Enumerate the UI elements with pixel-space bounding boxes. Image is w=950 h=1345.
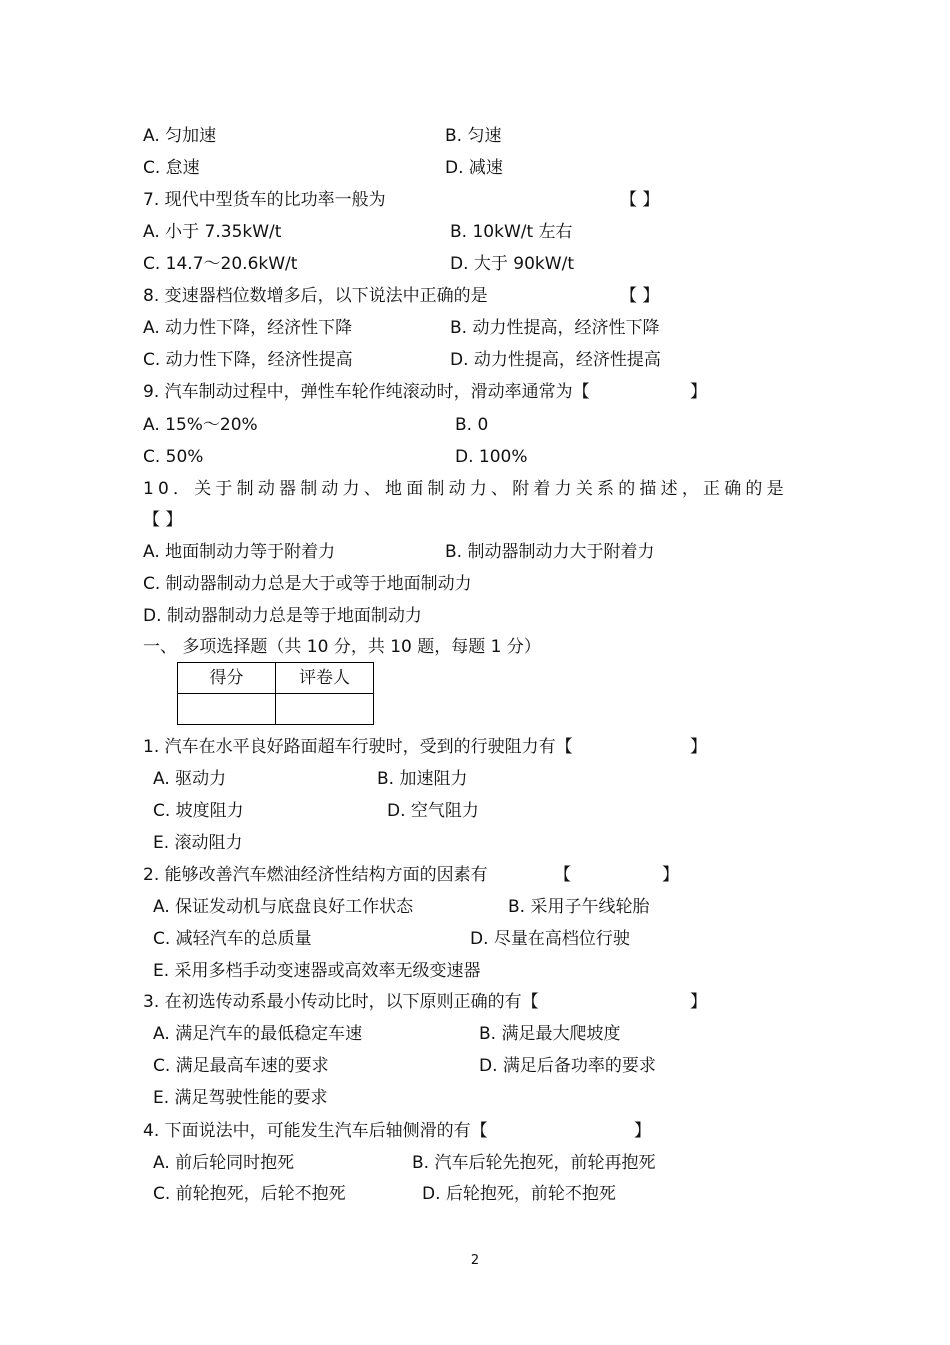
option-10d: D. 制动器制动力总是等于地面制动力 [143,606,422,626]
multi-option-4a: A. 前后轮同时抱死 [153,1153,295,1173]
multi-option-1e: E. 滚动阻力 [153,833,243,853]
multi-question-1: 1. 汽车在水平良好路面超车行驶时，受到的行驶阻力有【 [143,737,573,757]
option-7a: A. 小于 7.35kW/t [143,222,282,242]
option-10b: B. 制动器制动力大于附着力 [445,542,655,562]
question-9: 9. 汽车制动过程中，弹性车轮作纯滚动时，滑动率通常为【 [143,382,590,402]
multi-option-3b: B. 满足最大爬坡度 [479,1024,621,1044]
multi-option-1a: A. 驱动力 [153,769,227,789]
option-7d: D. 大于 90kW/t [450,254,574,274]
question-7: 7. 现代中型货车的比功率一般为 [143,190,386,210]
option-10c: C. 制动器制动力总是大于或等于地面制动力 [143,574,472,594]
multi-question-2-bracket-open: 【 [554,865,571,885]
question-10-bracket: 【 】 [143,510,183,530]
multi-option-3c: C. 满足最高车速的要求 [153,1056,329,1076]
option-8d: D. 动力性提高，经济性提高 [450,350,661,370]
question-7-bracket: 【 】 [620,190,660,210]
option-8a: A. 动力性下降，经济性下降 [143,318,353,338]
option-9b: B. 0 [455,415,489,435]
multi-option-3a: A. 满足汽车的最低稳定车速 [153,1024,363,1044]
section-title: 一、 多项选择题（共 10 分，共 10 题，每题 1 分） [143,637,541,657]
multi-question-4-bracket: 】 [634,1121,651,1141]
multi-question-1-bracket: 】 [690,737,707,757]
multi-option-2a: A. 保证发动机与底盘良好工作状态 [153,897,414,917]
option-8b: B. 动力性提高，经济性下降 [450,318,660,338]
grader-header: 评卷人 [276,663,374,694]
option-9a: A. 15%～20% [143,415,258,435]
score-table [177,662,374,725]
multi-option-4b: B. 汽车后轮先抱死，前轮再抱死 [412,1153,656,1173]
multi-option-2b: B. 采用子午线轮胎 [508,897,650,917]
score-header: 得分 [178,663,276,694]
option-10a: A. 地面制动力等于附着力 [143,542,336,562]
multi-question-2: 2. 能够改善汽车燃油经济性结构方面的因素有 [143,865,488,885]
page-number: 2 [470,1253,480,1268]
multi-option-3e: E. 满足驾驶性能的要求 [153,1088,328,1108]
option-9d: D. 100% [455,447,528,467]
grader-cell[interactable] [276,694,374,725]
multi-option-1d: D. 空气阻力 [387,801,479,821]
question-8-bracket: 【 】 [620,286,660,306]
multi-question-3-bracket: 】 [690,992,707,1012]
score-cell[interactable] [178,694,276,725]
option-6b: B. 匀速 [445,126,502,146]
option-8c: C. 动力性下降，经济性提高 [143,350,353,370]
question-8: 8. 变速器档位数增多后，以下说法中正确的是 [143,286,488,306]
multi-question-2-bracket-close: 】 [662,865,679,885]
option-7c: C. 14.7～20.6kW/t [143,254,298,274]
multi-option-2c: C. 减轻汽车的总质量 [153,929,312,949]
multi-option-4d: D. 后轮抱死，前轮不抱死 [422,1184,616,1204]
multi-option-2e: E. 采用多档手动变速器或高效率无级变速器 [153,961,481,981]
multi-option-2d: D. 尽量在高档位行驶 [470,929,630,949]
option-7b: B. 10kW/t 左右 [450,222,573,242]
multi-option-1c: C. 坡度阻力 [153,801,244,821]
multi-option-4c: C. 前轮抱死，后轮不抱死 [153,1184,346,1204]
option-6d: D. 减速 [445,158,503,178]
question-10: 10．关于制动器制动力、地面制动力、附着力关系的描述，正确的是 [143,479,788,499]
question-9-bracket: 】 [690,382,707,402]
multi-question-4: 4. 下面说法中，可能发生汽车后轴侧滑的有【 [143,1121,488,1141]
option-9c: C. 50% [143,447,204,467]
option-6a: A. 匀加速 [143,126,217,146]
multi-option-3d: D. 满足后备功率的要求 [479,1056,656,1076]
multi-question-3: 3. 在初选传动系最小传动比时，以下原则正确的有【 [143,992,539,1012]
option-6c: C. 怠速 [143,158,200,178]
multi-option-1b: B. 加速阻力 [377,769,468,789]
